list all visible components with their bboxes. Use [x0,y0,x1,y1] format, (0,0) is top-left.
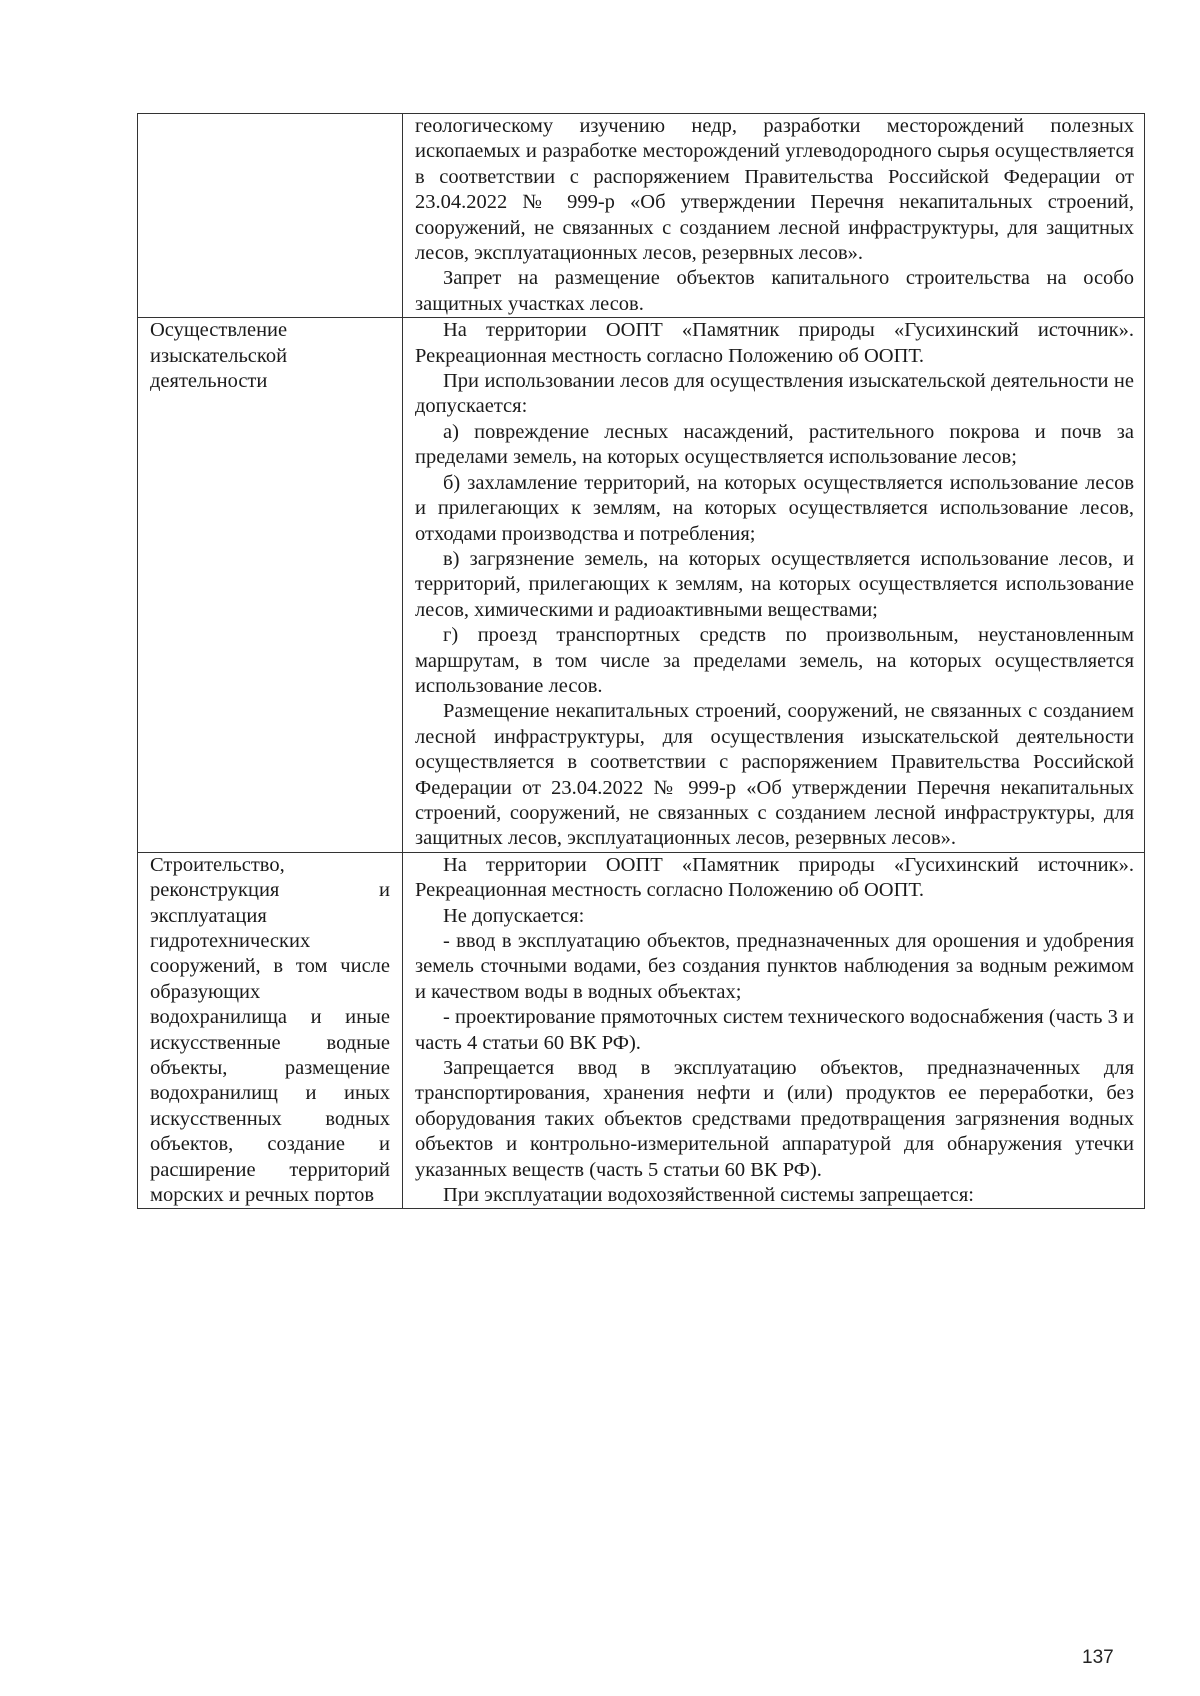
activity-cell: Строительство, реконструкция и эксплуатация гидротехнических сооружений, в том числе образующих водохранилища и иные искусственные водные объекты, размещение водохранилищ и иных искусственных водных объектов, создание и расширение территорий морских и речных портов [138,852,403,1209]
activity-cell [138,114,403,318]
table-row [138,318,1145,853]
paragraph: При эксплуатации водохозяйственной системы запрещается: [443,1184,974,1207]
paragraph: а) повреждение лесных насаждений, растительного покрова и почв за пределами земель, на которых осуществляется использование лесов; [415,420,1134,469]
paragraph: - ввод в эксплуатацию объектов, предназначенных для орошения и удобрения земель сточными водами, без создания пунктов наблюдения за водным режимом и качеством воды в водных объектах; [415,930,1134,1003]
paragraph: в) загрязнение земель, на которых осуществляется использование лесов, и территорий, прилегающих к землям, на которых осуществляется использование лесов, химическими и радиоактивными веществами; [415,547,1134,621]
paragraph: При использовании лесов для осуществления изыскательской деятельности не допускается: [415,370,1134,418]
activity-cell: Осуществление изыскательской деятельности [138,318,403,853]
paragraph: геологическому изучению недр, разработки месторождений полезных ископаемых и разработке месторождений углеводородного сырья осуществляется в соответствии с распоряжением Правительства Российской Федерации от 23.04.2022 № 999-р «Об утверждении Перечня некапитальных строений, сооружений, не связанных с созданием лесной инфраструктуры, для защитных лесов, эксплуатационных лесов, резервных лесов». [415,115,1134,265]
paragraph: г) проезд транспортных средств по произвольным, неустановленным маршрутам, в том числе за пределами земель, на которых осуществляется использование лесов. [415,624,1134,697]
paragraph: - проектирование прямоточных систем технического водоснабжения (часть 3 и часть 4 статьи 60 ВК РФ). [415,1006,1134,1054]
page-number: 137 [1082,1647,1114,1668]
regulation-table [137,113,1145,1209]
paragraph: б) захламление территорий, на которых осуществляется использование лесов и прилегающих к землям, на которых осуществляется использование лесов, отходами производства и потребления; [415,471,1134,545]
paragraph: На территории ООПТ «Памятник природы «Гусихинский источник». Рекреационная местность согласно Положению об ООПТ. [415,853,1134,902]
table-row [138,114,1145,318]
requirements-cell [403,318,1145,853]
paragraph: На территории ООПТ «Памятник природы «Гусихинский источник». Рекреационная местность согласно Положению об ООПТ. [415,319,1134,367]
table-row [138,852,1145,1209]
paragraph: Запрет на размещение объектов капитального строительства на особо защитных участках лесов. [415,267,1134,315]
requirements-cell [403,852,1145,1209]
paragraph: Запрещается ввод в эксплуатацию объектов, предназначенных для транспортирования, хранения нефти и (или) продуктов ее переработки, без оборудования таких объектов средствами предотвращения загрязнения водных объектов и контрольно-измерительной аппаратурой для обнаружения утечки указанных веществ (часть 5 статьи 60 ВК РФ). [415,1057,1134,1181]
paragraph: Размещение некапитальных строений, сооружений, не связанных с созданием лесной инфраструктуры, для осуществления изыскательской деятельности осуществляется в соответствии с распоряжением Правительства Российской Федерации от 23.04.2022 № 999-р «Об утверждении Перечня некапитальных строений, сооружений, не связанных с созданием лесной инфраструктуры, для защитных лесов, эксплуатационных лесов, резервных лесов». [415,700,1134,850]
requirements-cell [403,114,1145,318]
paragraph: Не допускается: [443,904,585,927]
